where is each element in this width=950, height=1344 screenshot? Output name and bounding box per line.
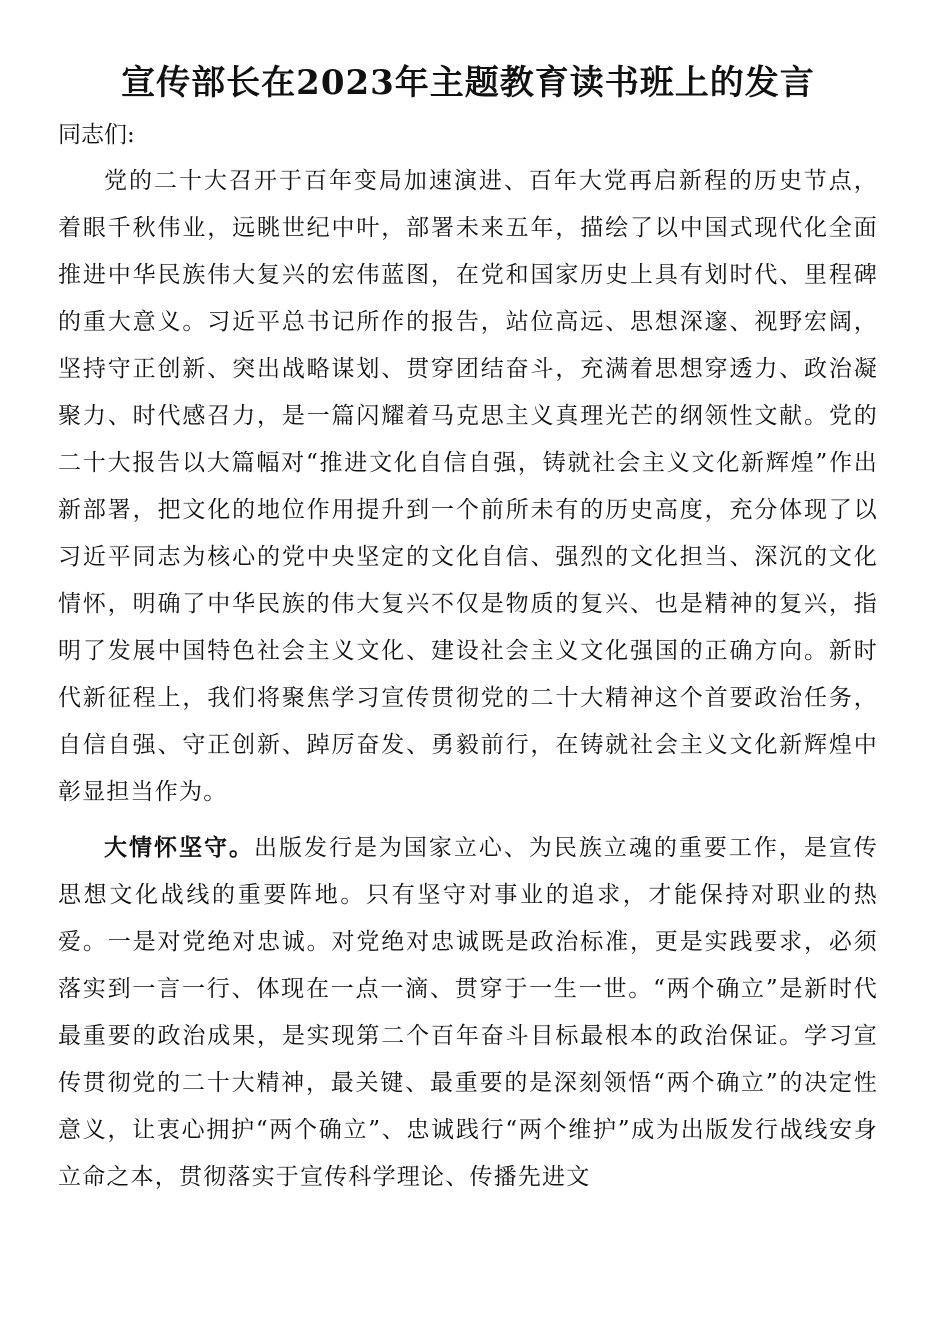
paragraph-2 — [58, 824, 878, 1201]
document-page — [58, 60, 878, 1209]
document-title: 宣传部长在2023年主题教育读书班上的发言 — [121, 63, 815, 103]
paragraph-2-body: 出版发行是为国家立心、为民族立魂的重要工作，是宣传思想文化战线的重要阵地。只有坚守对事业的追求，才能保持对职业的热爱。一是对党绝对忠诚。对党绝对忠诚既是政治标准，更是实践要求，必须落实到一言一行、体现在一点一滴、贯穿于一生一世。“两个确立”是新时代最重要的政治成果，是实现第二个百年奋斗目标最根本的政治保证。学习宣传贯彻党的二十大精神，最关键、最重要的是深刻领悟“两个确立”的决定性意义，让衷心拥护“两个确立”、忠诚践行“两个维护”成为出版发行战线安身立命之本，贯彻落实于宣传科学理论、传播先进文 — [58, 835, 879, 1190]
salutation: 同志们: — [58, 122, 135, 148]
paragraph-1: 党的二十大召开于百年变局加速演进、百年大党再启新程的历史节点，着眼千秋伟业，远眺世纪中叶，部署未来五年，描绘了以中国式现代化全面推进中华民族伟大复兴的宏伟蓝图，在党和国家历史上具有划时代、里程碑的重大意义。习近平总书记所作的报告，站位高远、思想深邃、视野宏阔，坚持守正创新、突出战略谋划、贯穿团结奋斗，充满着思想穿透力、政治凝聚力、时代感召力，是一篇闪耀着马克思主义真理光芒的纲领性文献。党的二十大报告以大篇幅对“推进文化自信自强，铸就社会主义文化新辉煌”作出新部署，把文化的地位作用提升到一个前所未有的历史高度，充分体现了以习近平同志为核心的党中央坚定的文化自信、强烈的文化担当、深沉的文化情怀，明确了中华民族的伟大复兴不仅是物质的复兴、也是精神的复兴，指明了发展中国特色社会主义文化、建设社会主义文化强国的正确方向。新时代新征程上，我们将聚焦学习宣传贯彻党的二十大精神这个首要政治任务，自信自强、守正创新、踔厉奋发、勇毅前行，在铸就社会主义文化新辉煌中彰显担当作为。 — [58, 168, 878, 805]
paragraph-2-lead: 大情怀坚守。 — [104, 834, 254, 861]
